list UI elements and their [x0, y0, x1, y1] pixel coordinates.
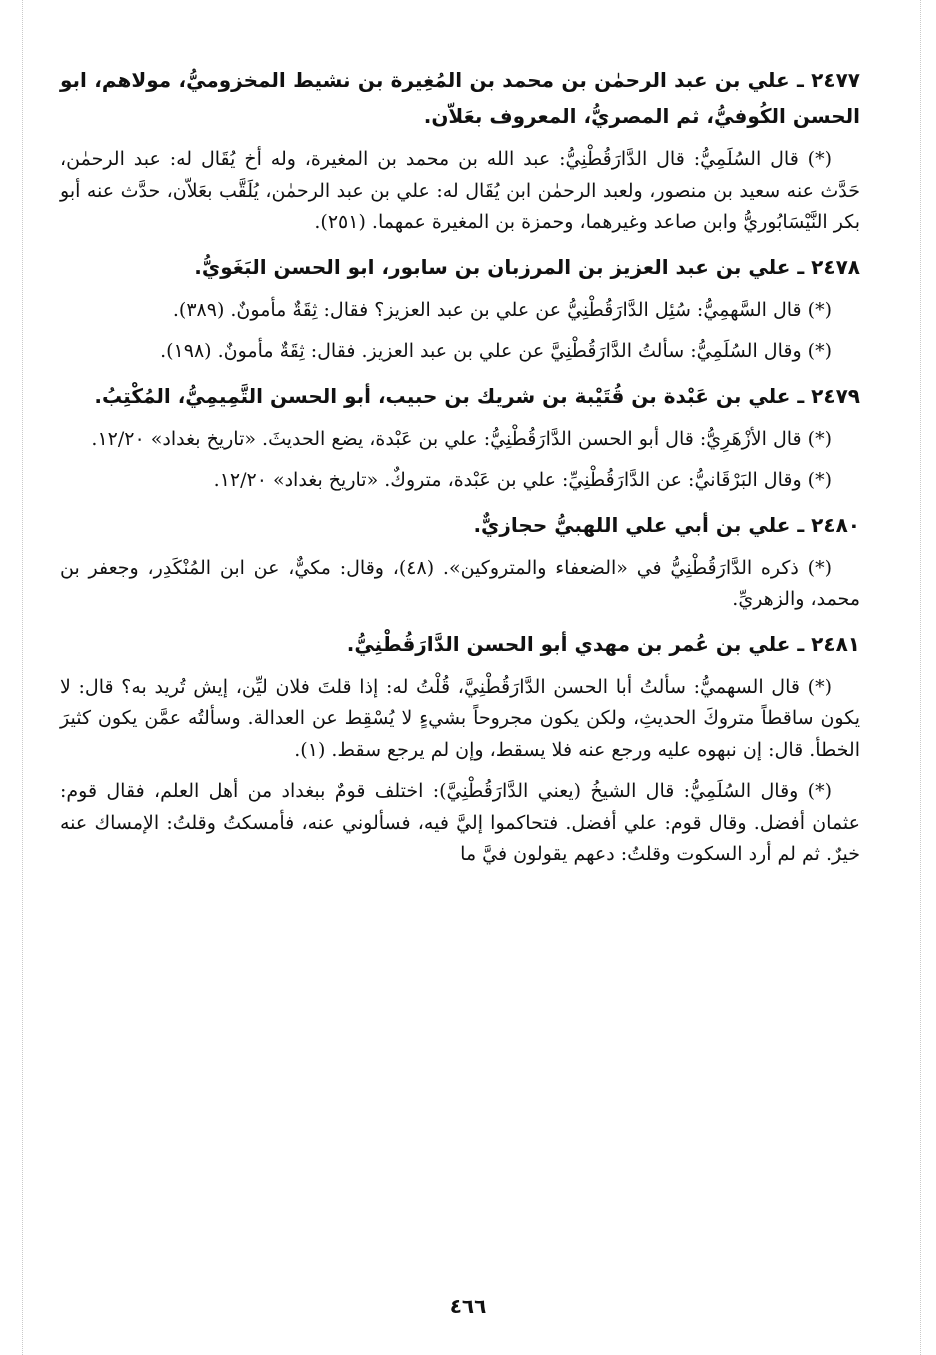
- entries-column: [60, 58, 860, 881]
- scan-edge-left: [22, 0, 24, 1355]
- scan-edge-right: [920, 0, 922, 1355]
- entry-paragraph: (*) قال الأزْهَرِيُّ: قال أبو الحسن الدَّارَقُطْنِيُّ: علي بن عَبْدة، يضع الحديثَ. «تاريخ بغداد» ١٢/٢٠.: [91, 427, 832, 450]
- entry-paragraph: (*) وقال البَرْقَانيُّ: عن الدَّارَقُطْنِيِّ: علي بن عَبْدة، متروكٌ. «تاريخ بغداد» ١٢/٢٠.: [213, 469, 832, 491]
- entry-paragraph: (*) قال السَّهمِيُّ: سُئِل الدَّارَقُطْنِيُّ عن علي بن عبد العزيز؟ فقال: ثِقَةٌ مأمونٌ. (٣٨٩).: [172, 298, 832, 321]
- entry-2481: [60, 626, 860, 871]
- entry-heading: ٢٤٧٧ ـ علي بن عبد الرحمٰن بن محمد بن المُغِيرة بن نشيط المخزوميُّ، مولاهم، ابو الحسن الكُوفيُّ، ثم المصريُّ، المعروف بعَلاّن.: [60, 68, 860, 128]
- entry-paragraph: (*) قال السهميُّ: سألتُ أبا الحسن الدَّارَقُطْنِيَّ، قُلْتُ له: إذا قلتَ فلان ليِّن، إيش تُريد به؟ قال: لا يكون ساقطاً متروكَ الحديثِ، ولكن يكون مجروحاً بشيءٍ لا يُسْقِط عن العدالة. وسألتُه عمَّن يكون كثيرَ الخطأ. قال: إن نبهوه عليه ورجع عنه فلا يسقط، وإن لم يرجع سقط. (١).: [60, 675, 860, 761]
- entry-heading: ٢٤٨٠ ـ علي بن أبي علي اللهبيُّ حجازيٌّ.: [473, 512, 860, 537]
- entry-paragraph: (*) قال السُلَمِيُّ: قال الدَّارَقُطْنِيُّ: عبد الله بن محمد بن المغيرة، وله أخ يُقَال له: عبد الرحمٰن، حَدَّث عنه سعيد بن منصور، ولعبد الرحمٰن ابن يُقَال له: علي بن عبد الرحمٰن، يُلَقَّب بعَلاّن، حدَّث عنه أبو بكر النَّيْسَابُوريُّ وابن صاعد وغيرهما، وحمزة بن المغيرة عمهما. (٢٥١).: [60, 148, 860, 233]
- entry-2478: [60, 249, 860, 368]
- page-number: ٤٦٦: [449, 1294, 487, 1318]
- entry-paragraph: (*) وقال السُلَمِيُّ: سألتُ الدَّارَقُطْنِيَّ عن علي بن عبد العزيز. فقال: ثِقَةٌ مأمونٌ. (١٩٨).: [160, 340, 832, 362]
- entry-2477: [60, 62, 860, 239]
- entry-heading: ٢٤٧٩ ـ علي بن عَبْدة بن قُتَيْبة بن شريك بن حبيب، أبو الحسن التَّمِيمِيُّ، المُكْتِبُ.: [94, 383, 860, 408]
- entry-heading: ٢٤٧٨ ـ علي بن عبد العزيز بن المرزبان بن سابور، ابو الحسن البَغَويُّ.: [194, 254, 860, 279]
- entry-heading: ٢٤٨١ ـ علي بن عُمر بن مهدي أبو الحسن الدَّارَقُطْنِيُّ.: [346, 631, 860, 656]
- entry-paragraph: (*) ذكره الدَّارَقُطْنِيُّ في «الضعفاء والمتروكين». (٤٨)، وقال: مكيٌّ، عن ابن المُنْكَدِر، وجعفر بن محمد، والزهريِّ.: [60, 556, 860, 610]
- entry-paragraph: (*) وقال السُلَمِيُّ: قال الشيخُ (يعني الدَّارَقُطْنِيَّ): اختلف قومٌ ببغداد من أهل العلم، فقال قوم: عثمان أفضل. وقال قوم: علي أفضل. فتحاكموا إليَّ فيه، فسألوني عنه، فأمسكتُ وقلتُ: الإمساك عنه خيرٌ. ثم لم أرد السكوت وقلتُ: دعهم يقولون فيَّ ما: [60, 780, 860, 865]
- entry-2479: [60, 378, 860, 497]
- entry-2480: [60, 507, 860, 616]
